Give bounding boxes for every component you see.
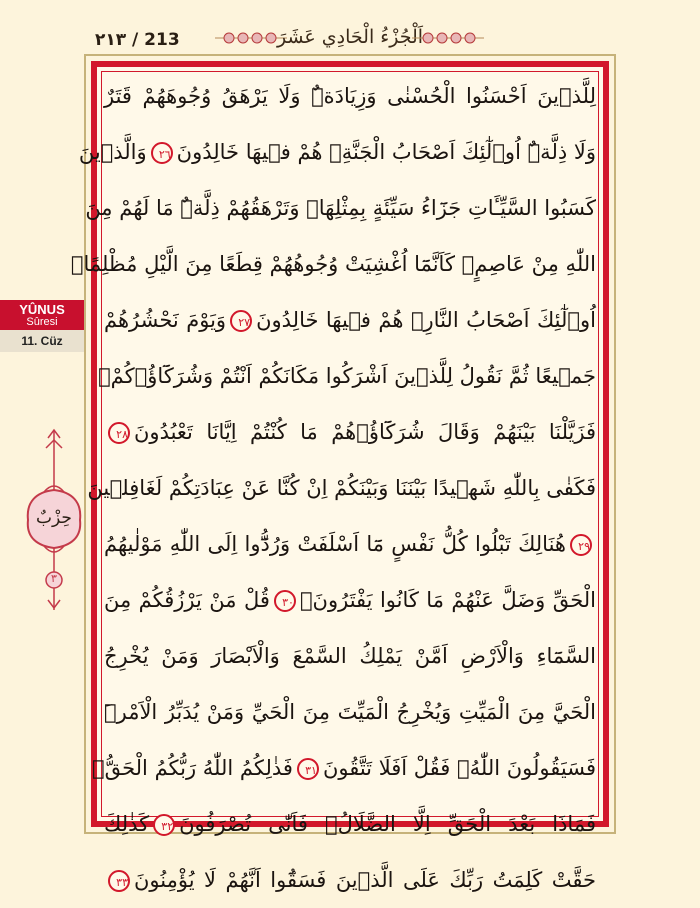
- right-ornament-icon: [412, 30, 484, 46]
- verse-end-marker-icon: ٢٦: [151, 142, 173, 164]
- page-header: [0, 0, 700, 52]
- verse-text: كَذٰلِكَ: [104, 812, 150, 836]
- text-line: [85, 180, 596, 236]
- verse-text: فَذٰلِكُمُ اللّٰهُ رَبُّكُمُ الْحَقُّۚ: [91, 756, 293, 780]
- verse-text: اللّٰهِ مِنْ عَاصِمٍۚ كَاَنَّمَٓا اُغْشِيَتْ وُجُوهُهُمْ قِطَعًا مِنَ الَّيْلِ مُظْلِمًاۜ: [70, 252, 596, 276]
- text-line: [104, 572, 596, 628]
- verse-text: هُنَالِكَ تَبْلُوا كُلُّ نَفْسٍ مَٓا اَسْلَفَتْ وَرُدُّٓوا اِلَى اللّٰهِ مَوْلٰيهُمُ: [104, 532, 566, 556]
- verse-text: كَسَبُوا السَّيِّـَٔاتِ جَزَٓاءُ سَيِّئَةٍ بِمِثْلِهَاۙ وَتَرْهَقُهُمْ ذِلَّةٌۜ مَا لَهُمْ مِنَ: [85, 196, 596, 220]
- verse-text: اُو۬لٰٓئِكَ اَصْحَابُ النَّارِۚ هُمْ ف۪يهَا خَالِدُونَ: [256, 308, 596, 332]
- text-line: [104, 516, 596, 572]
- surah-tab[interactable]: [0, 300, 84, 352]
- verse-text: فَزَيَّلْنَا بَيْنَهُمْ وَقَالَ شُرَكَٓاؤُ۬هُمْ مَا كُنْتُمْ اِيَّانَا تَعْبُدُونَ: [134, 420, 596, 444]
- text-line: [104, 404, 596, 460]
- text-line: [104, 684, 596, 740]
- text-line: [104, 292, 596, 348]
- verse-end-marker-icon: ٢٩: [570, 534, 592, 556]
- verse-text: فَمَاذَا بَعْدَ الْحَقِّ اِلَّا الضَّلَالُۚ فَاَنّٰى تُصْرَفُونَ: [179, 812, 596, 836]
- text-line: [91, 740, 596, 796]
- verse-text: وَلَا ذِلَّةٌۜ اُو۬لٰٓئِكَ اَصْحَابُ الْجَنَّةِۚ هُمْ ف۪يهَا خَالِدُونَ: [176, 140, 596, 164]
- surah-name: YÛNUS: [19, 302, 65, 317]
- verse-text: وَيَوْمَ نَحْشُرُهُمْ: [104, 308, 227, 332]
- text-line: [104, 852, 596, 908]
- text-line: [104, 68, 596, 124]
- hizb-number: ٣: [51, 572, 57, 585]
- verse-text: قُلْ مَنْ يَرْزُقُكُمْ مِنَ: [104, 588, 270, 612]
- verse-text: السَّمَٓاءِ وَالْاَرْضِ اَمَّنْ يَمْلِكُ السَّمْعَ وَالْاَبْصَارَ وَمَنْ يُخْرِجُ: [104, 644, 596, 668]
- verse-text: وَالَّذ۪ينَ: [78, 140, 147, 164]
- text-line: [87, 460, 596, 516]
- surah-badge: [0, 300, 84, 330]
- verse-end-marker-icon: ٣٣: [108, 870, 130, 892]
- text-line: [78, 124, 596, 180]
- verse-text: حَقَّتْ كَلِمَتُ رَبِّكَ عَلَى الَّذ۪ينَ فَسَقُٓوا اَنَّهُمْ لَا يُؤْمِنُونَ: [134, 868, 596, 892]
- verse-text: جَم۪يعًا ثُمَّ نَقُولُ لِلَّذ۪ينَ اَشْرَكُوا مَكَانَكُمْ اَنْتُمْ وَشُرَكَٓاؤُ۬كُمْۚ: [98, 364, 596, 388]
- text-line: [104, 796, 596, 852]
- verse-end-marker-icon: ٢٧: [230, 310, 252, 332]
- text-line: [70, 236, 596, 292]
- juz-label: 11. Cüz: [0, 330, 84, 352]
- verse-text: الْحَيَّ مِنَ الْمَيِّتِ وَيُخْرِجُ الْمَيِّتَ مِنَ الْحَيِّ وَمَنْ يُدَبِّرُ الْاَمْرَۜ: [104, 700, 596, 724]
- hizb-label: حِزْبٌ: [36, 508, 72, 528]
- verse-text: فَكَفٰى بِاللّٰهِ شَه۪يدًا بَيْنَنَا وَبَيْنَكُمْ اِنْ كُنَّا عَنْ عِبَادَتِكُمْ لَغَافِل۪ينَ: [87, 476, 596, 500]
- quran-text: [70, 68, 596, 908]
- verse-end-marker-icon: ٣١: [297, 758, 319, 780]
- verse-end-marker-icon: ٢٨: [108, 422, 130, 444]
- text-line: [104, 628, 596, 684]
- page-number: ٢١٣ / 213: [95, 30, 180, 50]
- verse-end-marker-icon: ٣٠: [274, 590, 296, 612]
- verse-text: لِلَّذ۪ينَ اَحْسَنُوا الْحُسْنٰى وَزِيَادَةٌۜ وَلَا يَرْهَقُ وُجُوهَهُمْ قَتَرٌ: [104, 84, 596, 108]
- text-line: [98, 348, 596, 404]
- juz-title: اَلْجُزْءُ الْحَادِي عَشَرَ: [276, 26, 424, 48]
- verse-end-marker-icon: ٣٢: [153, 814, 175, 836]
- surah-label: Sûresi: [26, 316, 58, 328]
- verse-text: الْحَقِّ وَضَلَّ عَنْهُمْ مَا كَانُوا يَفْتَرُونَ۟: [299, 588, 596, 612]
- verse-text: فَسَيَقُولُونَ اللّٰهُۚ فَقُلْ اَفَلَا تَتَّقُونَ: [322, 756, 596, 780]
